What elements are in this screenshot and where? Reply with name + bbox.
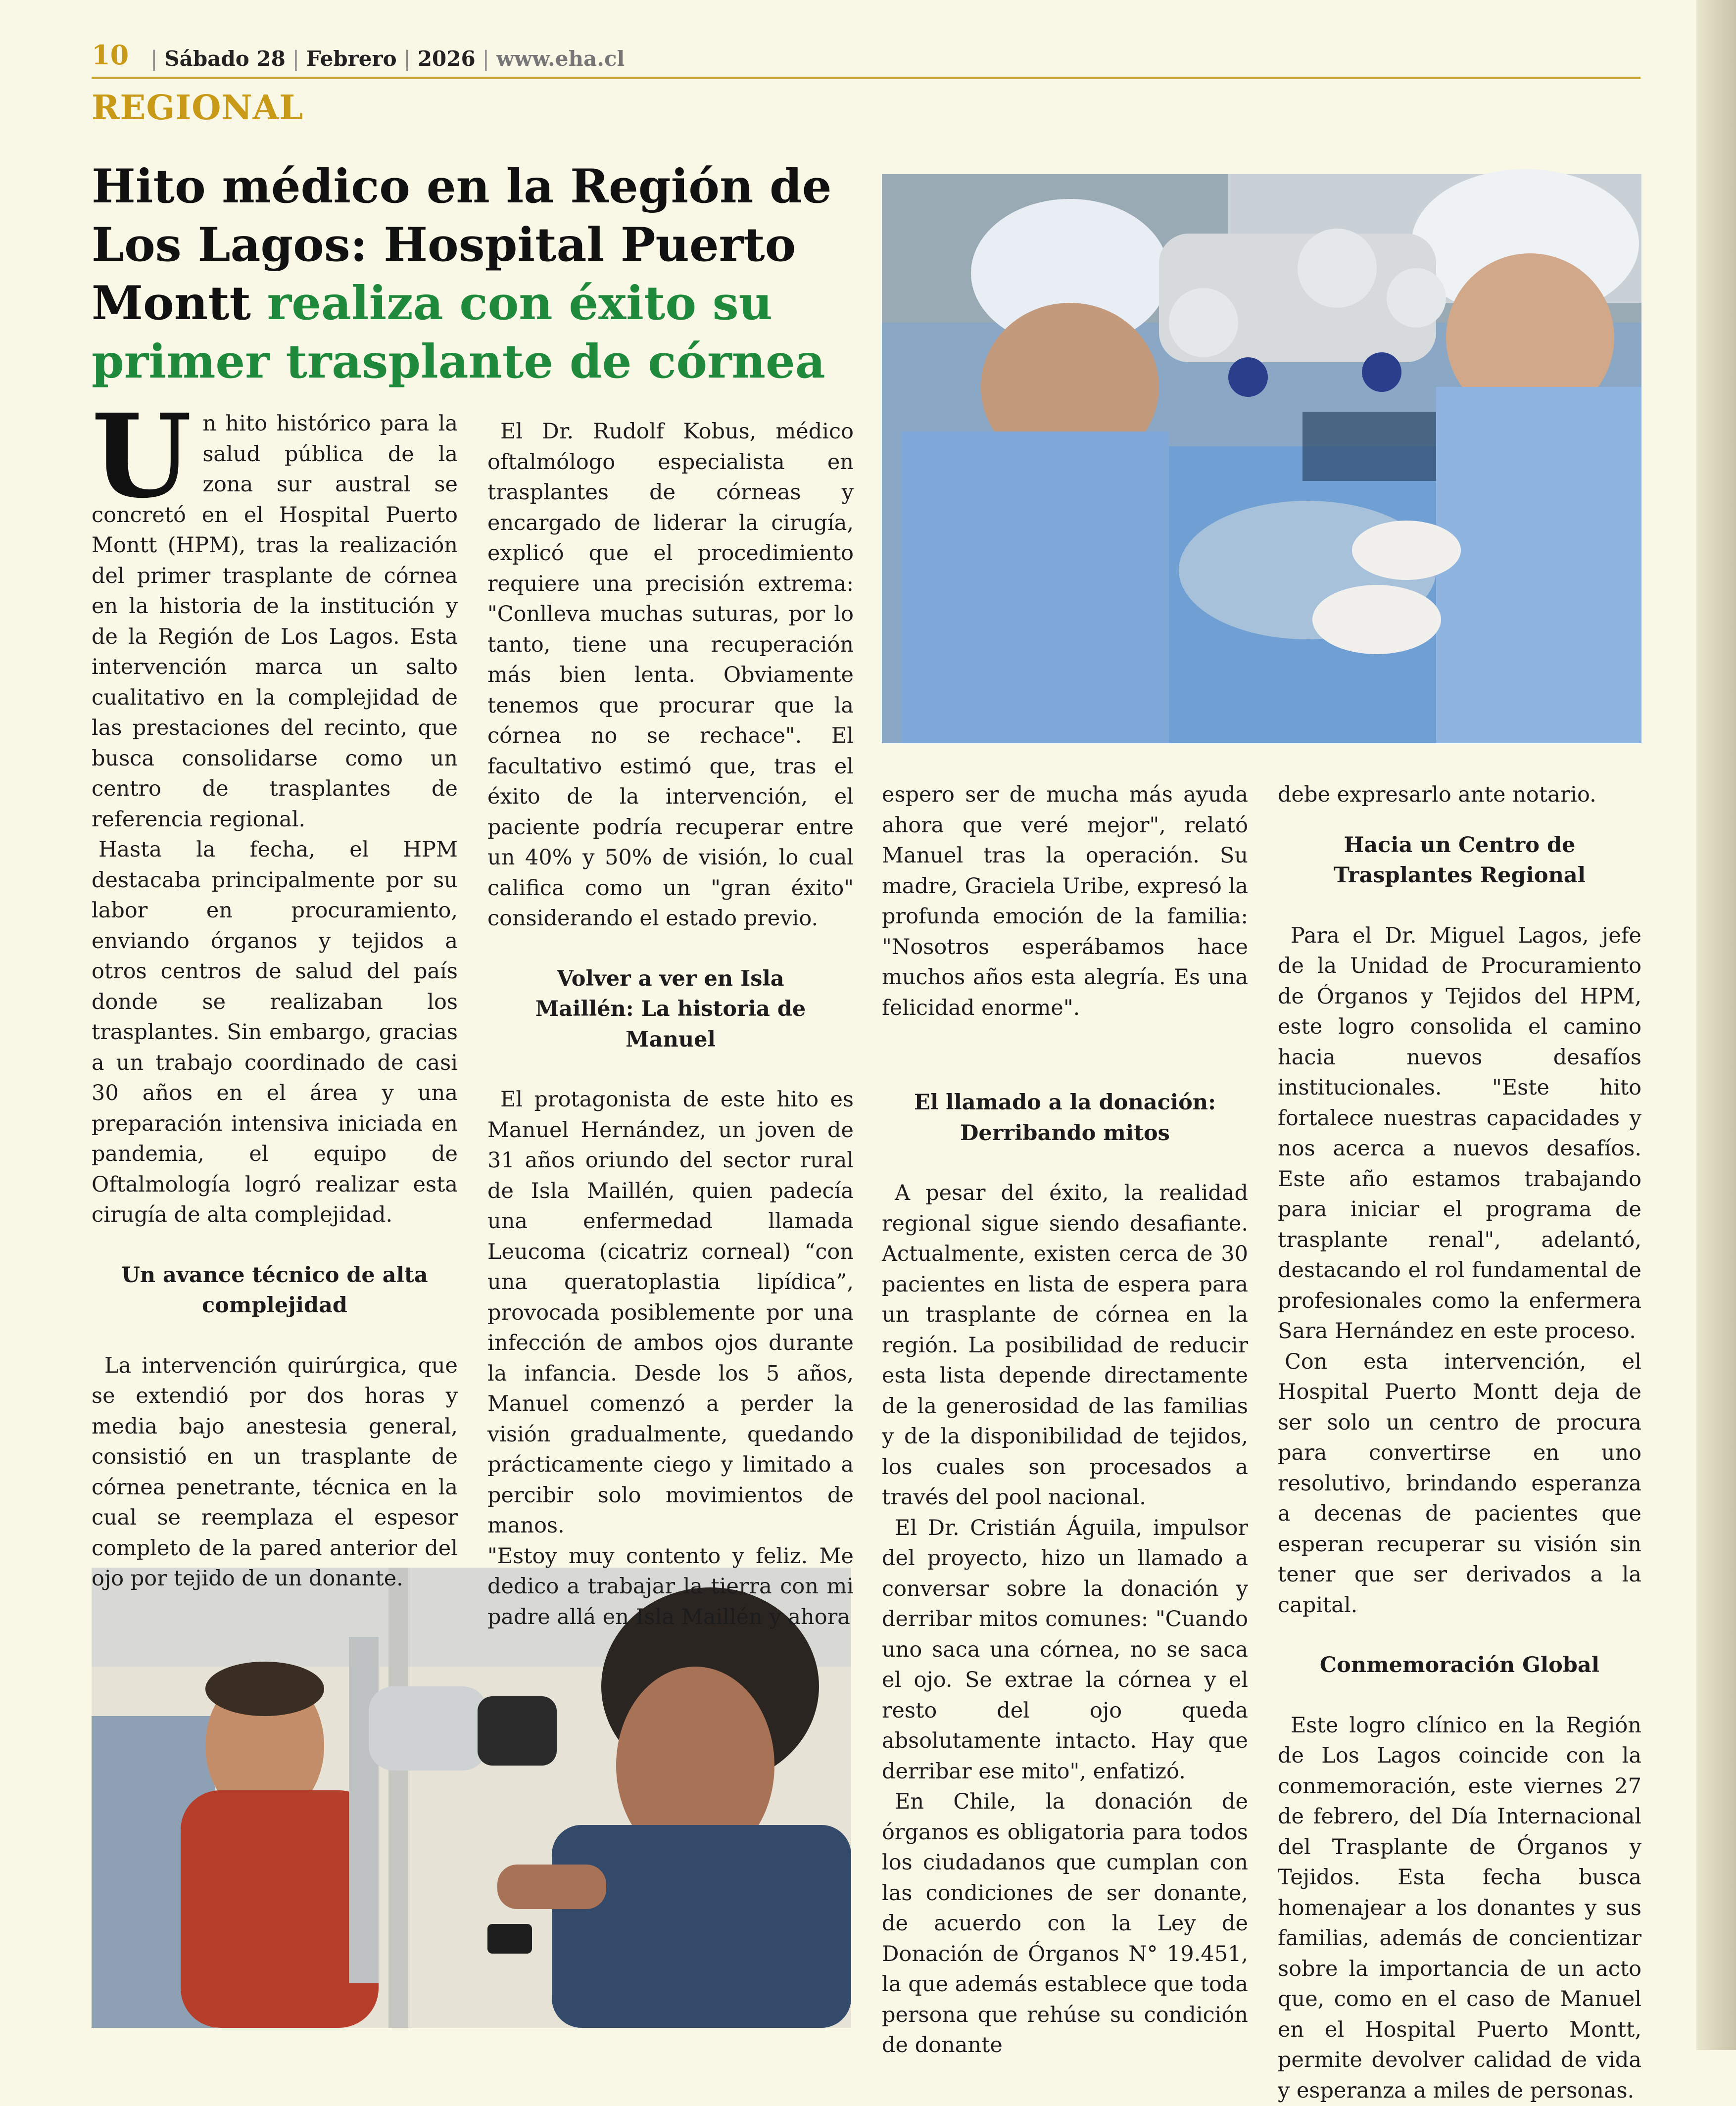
col4-subheading-1: Hacia un Centro de Trasplantes Regional bbox=[1298, 830, 1622, 891]
header-month: Febrero bbox=[306, 47, 397, 71]
col1-paragraph-1: Un hito histórico para la salud pública de la zona sur austral se concretó en el Hospital Puerto Montt (HPM), tras la realización del primer trasplante de córnea en la historia de la institución y de la Región de Los Lagos. Esta intervención marca un salto cualitativo en la complejidad de las prestaciones del recinto, que busca consolidarse como un centro de trasplantes de referencia regional. bbox=[92, 409, 458, 835]
headline-black: Hito médico en la Región de Los Lagos: Hospital Puerto Montt bbox=[92, 159, 832, 331]
col1-subheading: Un avance técnico de alta complejidad bbox=[111, 1260, 438, 1321]
col4-paragraph-4: Este logro clínico en la Región de Los Lagos coincide con la conmemoración, este viernes 27 de febrero, del Día Internacional del Trasplante de Órganos y Tejidos. Esta fecha busca homenajear a los donantes y sus familias, además de concientizar sobre la importancia de un acto que, como en el caso de Manuel en el Hospital Puerto Montt, permite devolver calidad de vida y esperanza a miles de personas. bbox=[1278, 1711, 1641, 2106]
col2-paragraph-1: El Dr. Rudolf Kobus, médico oftalmólogo especialista en trasplantes de córneas y encargado de liderar la cirugía, explicó que el procedimiento requiere una precisión extrema: "Conlleva muchas suturas, por lo tanto, tiene una recuperación más bien lenta. Obviamente tenemos que procurar que la córnea no se rechace". El facultativo estimó que, tras el éxito de la intervención, el paciente podría recuperar entre un 40% y 50% de visión, lo cual califica como un "gran éxito" considerando el estado previo. bbox=[487, 417, 854, 934]
col3-subheading: El llamado a la donación: Derribando mitos bbox=[902, 1088, 1228, 1149]
col4-paragraph-2: Para el Dr. Miguel Lagos, jefe de la Unidad de Procuramiento de Órganos y Tejidos del HPM, este logro consolida el camino hacia nuevos desafíos institucionales. "Este hito fortalece nuestras capacidades y nos acerca a nuevos desafíos. Este año estamos trabajando para iniciar el programa de trasplante renal", adelantó, destacando el rol fundamental de profesionales como la enfermera Sara Hernández en este proceso. bbox=[1278, 921, 1641, 1347]
page-spine-shadow bbox=[1696, 0, 1736, 2050]
col1-paragraph-3: La intervención quirúrgica, que se extendió por dos horas y media bajo anestesia general, consistió en un trasplante de córnea penetrante, técnica en la cual se reemplaza el espesor completo de la pared anterior del ojo por tejido de un donante. bbox=[92, 1351, 458, 1594]
col3-paragraph-1: espero ser de mucha más ayuda ahora que veré mejor", relató Manuel tras la operación. Su madre, Graciela Uribe, expresó la profunda emoción de la familia: "Nosotros esperábamos hace muchos años esta alegría. Es una felicidad enorme". bbox=[882, 780, 1248, 1023]
col3-paragraph-3: El Dr. Cristián Águila, impulsor del proyecto, hizo un llamado a conversar sobre la donación y derribar mitos comunes: "Cuando uno saca una córnea, no se saca el ojo. Se extrae la córnea y el resto del ojo queda absolutamente intacto. Hay que derribar ese mito", enfatizó. bbox=[882, 1513, 1248, 1787]
header-year: 2026 bbox=[418, 47, 476, 71]
exam-photo bbox=[92, 1568, 851, 2028]
article-column-3 bbox=[882, 780, 1248, 2061]
surgery-photo-illustration bbox=[882, 174, 1641, 743]
col3-paragraph-2: A pesar del éxito, la realidad regional sigue siendo desafiante. Actualmente, existen cerca de 30 pacientes en lista de espera para un trasplante de córnea en la región. La posibilidad de reducir esta lista depende directamente de la generosidad de las familias y de la disponibilidad de tejidos, los cuales son procesados a través del pool nacional. bbox=[882, 1178, 1248, 1513]
col2-paragraph-3: "Estoy muy contento y feliz. Me dedico a trabajar la tierra con mi padre allá en Isla Maillén y ahora bbox=[487, 1541, 854, 1633]
headline bbox=[92, 157, 864, 391]
col1-paragraph-2: Hasta la fecha, el HPM destacaba principalmente por su labor en procuramiento, enviando órganos y tejidos a otros centros de salud del país donde se realizaban los trasplantes. Sin embargo, gracias a un trabajo coordinado de casi 30 años en el área y una preparación intensiva iniciada en pandemia, el equipo de Oftalmología logró realizar esta cirugía de alta complejidad. bbox=[92, 835, 458, 1231]
article-column-1 bbox=[92, 409, 458, 1594]
header-website: www.eha.cl bbox=[496, 47, 625, 71]
article-column-2 bbox=[487, 417, 854, 1632]
col4-subheading-2: Conmemoración Global bbox=[1298, 1650, 1622, 1681]
article-column-4 bbox=[1278, 780, 1641, 2106]
col4-paragraph-1: debe expresarlo ante notario. bbox=[1278, 780, 1641, 811]
surgery-photo bbox=[882, 174, 1641, 743]
section-label: REGIONAL bbox=[92, 88, 303, 128]
page-number: 10 bbox=[92, 39, 129, 71]
col4-paragraph-3: Con esta intervención, el Hospital Puerto Montt deja de ser solo un centro de procura para convertirse en uno resolutivo, brindando esperanza a decenas de pacientes que esperan recuperar su visión sin tener que ser derivados a la capital. bbox=[1278, 1347, 1641, 1621]
col3-paragraph-4: En Chile, la donación de órganos es obligatoria para todos los ciudadanos que cumplan con las condiciones de ser donante, de acuerdo con la Ley de Donación de Órganos N° 19.451, la que además establece que toda persona que rehúse su condición de donante bbox=[882, 1787, 1248, 2061]
header-day: Sábado 28 bbox=[164, 47, 286, 71]
col2-paragraph-2: El protagonista de este hito es Manuel Hernández, un joven de 31 años oriundo del sector rural de Isla Maillén, quien padecía una enfermedad llamada Leucoma (cicatriz corneal) “con una queratoplastia lipídica”, provocada posiblemente por una infección de ambos ojos durante la infancia. Desde los 5 años, Manuel comenzó a perder la visión gradualmente, quedando prácticamente ciego y limitado a percibir solo movimientos de manos. bbox=[487, 1085, 854, 1541]
drop-cap: U bbox=[92, 414, 192, 499]
exam-photo-illustration bbox=[92, 1568, 851, 2028]
headline-green: realiza con éxito su primer trasplante de córnea bbox=[92, 276, 825, 389]
col2-subheading: Volver a ver en Isla Maillén: La historia de Manuel bbox=[507, 964, 834, 1055]
page-header: 10 | Sábado 28 | Febrero | 2026 | www.eha.cl bbox=[92, 40, 1640, 79]
